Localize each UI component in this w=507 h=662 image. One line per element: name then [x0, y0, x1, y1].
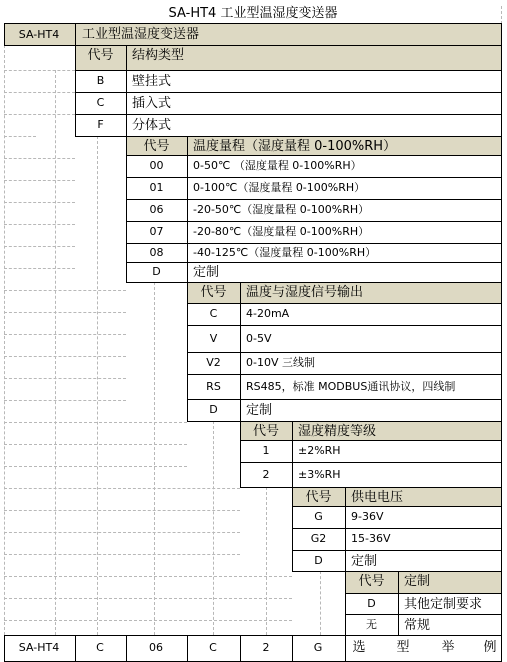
grid-line [126, 45, 127, 136]
option-description: 其他定制要求 [404, 597, 483, 612]
guide-line [4, 334, 126, 335]
guide-line [320, 571, 321, 635]
option-description: 定制 [351, 554, 378, 569]
grid-line [240, 421, 501, 422]
grid-line [240, 440, 501, 441]
description-header: 湿度精度等级 [298, 424, 377, 439]
guide-line [4, 70, 75, 71]
option-code: 07 [149, 225, 164, 238]
guide-line [97, 136, 98, 635]
grid-line [240, 421, 241, 487]
grid-line [75, 70, 501, 71]
example-label-char: 例 [483, 640, 497, 655]
option-code: G2 [310, 532, 327, 545]
guide-line [4, 466, 187, 467]
guide-line [4, 532, 240, 533]
grid-line [292, 421, 293, 487]
grid-line [345, 571, 346, 635]
option-code: 00 [149, 159, 164, 172]
grid-line [126, 262, 501, 263]
guide-line [4, 444, 187, 445]
option-code: V [209, 332, 218, 345]
guide-line [4, 422, 187, 423]
grid-line [75, 45, 76, 136]
code-header: 代号 [358, 574, 385, 589]
grid-line [187, 282, 501, 283]
grid-line [75, 45, 501, 46]
grid-line [126, 136, 501, 137]
guide-line [4, 136, 36, 137]
guide-line [4, 114, 75, 115]
page-title: SA-HT4 工业型温湿度变送器 [168, 6, 338, 21]
grid-line [345, 614, 501, 615]
option-description: 15-36V [351, 532, 391, 545]
grid-line [126, 243, 501, 244]
guide-line [4, 510, 240, 511]
grid-line [187, 282, 188, 421]
model-code: SA-HT4 [18, 28, 60, 41]
guide-line [4, 488, 240, 489]
option-code: B [96, 74, 105, 87]
code-header: 代号 [143, 139, 170, 154]
grid-line [126, 136, 127, 282]
option-code: C [96, 96, 105, 109]
option-code: 1 [262, 444, 270, 457]
code-header: 代号 [200, 285, 227, 300]
grid-line [187, 325, 501, 326]
grid-line [240, 282, 241, 421]
option-description: 壁挂式 [132, 74, 172, 89]
guide-line [4, 246, 75, 247]
description-header: 定制 [404, 574, 431, 589]
guide-line [266, 487, 267, 635]
option-description: 常规 [404, 618, 431, 633]
guide-line [4, 92, 75, 93]
grid-line [398, 571, 399, 635]
option-description: 定制 [246, 403, 273, 418]
option-description: RS485，标准 MODBUS通讯协议，四线制 [246, 380, 456, 393]
option-description: 0-5V [246, 332, 272, 345]
grid-line [126, 155, 501, 156]
option-code: V2 [206, 356, 221, 369]
grid-line [75, 114, 501, 115]
option-code: 08 [149, 246, 164, 259]
option-description: 分体式 [132, 118, 172, 133]
option-code: 无 [366, 618, 377, 631]
option-description: ±2%RH [298, 444, 341, 457]
guide-line [4, 598, 292, 599]
example-code: G [313, 641, 323, 654]
grid-line [75, 92, 501, 93]
option-code: 06 [149, 203, 164, 216]
grid-line [4, 635, 5, 661]
option-description: -20-80℃（湿度量程 0-100%RH） [193, 225, 370, 238]
guide-line [4, 180, 75, 181]
example-code: 06 [149, 641, 163, 654]
guide-line [4, 576, 292, 577]
option-description: 插入式 [132, 96, 172, 111]
grid-line [345, 635, 346, 661]
grid-line [126, 177, 501, 178]
guide-line [55, 70, 56, 635]
option-description: -20-50℃（湿度量程 0-100%RH） [193, 203, 370, 216]
option-description: ±3%RH [298, 468, 341, 481]
guide-line [4, 554, 240, 555]
example-label-char: 型 [396, 640, 410, 655]
guide-line [4, 356, 126, 357]
grid-line [187, 399, 501, 400]
grid-line [292, 550, 501, 551]
option-code: F [97, 118, 104, 131]
grid-line [126, 199, 501, 200]
grid-line [240, 462, 501, 463]
description-header: 温度量程（湿度量程 0-100%RH） [193, 139, 397, 154]
grid-line [126, 635, 127, 661]
grid-line [501, 23, 502, 662]
guide-line [4, 312, 126, 313]
grid-line [187, 352, 501, 353]
description-header: 供电电压 [351, 490, 404, 505]
example-label-char: 举 [441, 640, 455, 655]
option-description: -40-125℃（湿度量程 0-100%RH） [193, 246, 377, 259]
grid-line [240, 635, 241, 661]
example-code: SA-HT4 [18, 641, 60, 654]
grid-line [292, 487, 501, 488]
grid-line [75, 635, 76, 661]
grid-line [292, 506, 501, 507]
guide-line [4, 268, 75, 269]
guide-line [4, 224, 75, 225]
option-code: D [152, 265, 161, 278]
grid-line [292, 487, 293, 571]
grid-line [187, 136, 188, 282]
guide-line [4, 620, 292, 621]
grid-line [4, 23, 5, 45]
option-code: C [209, 307, 218, 320]
grid-line [292, 635, 293, 661]
grid-line [4, 23, 501, 24]
example-code: 2 [262, 641, 270, 654]
guide-line [4, 290, 126, 291]
option-description: 9-36V [351, 510, 384, 523]
option-code: D [367, 597, 376, 610]
option-code: RS [206, 380, 221, 393]
option-description: 定制 [193, 265, 220, 280]
guide-line [4, 400, 126, 401]
example-code: C [209, 641, 217, 654]
guide-line [4, 158, 75, 159]
grid-line [292, 528, 501, 529]
model-description: 工业型温湿度变送器 [82, 27, 200, 42]
example-label-char: 选 [352, 640, 366, 655]
option-description: 0-10V 三线制 [246, 356, 315, 369]
code-header: 代号 [305, 490, 332, 505]
option-description: 4-20mA [246, 307, 290, 320]
option-code: D [209, 403, 218, 416]
guide-line [154, 282, 155, 635]
grid-line [75, 23, 76, 45]
grid-line [126, 221, 501, 222]
option-code: G [314, 510, 323, 523]
grid-line [345, 487, 346, 571]
option-code: 2 [262, 468, 270, 481]
guide-line [4, 45, 5, 635]
description-header: 温度与湿度信号输出 [246, 285, 364, 300]
header-band [4, 23, 501, 45]
guide-line [4, 378, 126, 379]
option-description: 0-100℃（湿度量程 0-100%RH） [193, 181, 366, 194]
grid-line [187, 303, 501, 304]
grid-line [187, 374, 501, 375]
option-code: D [314, 554, 323, 567]
option-code: 01 [149, 181, 164, 194]
code-header: 代号 [87, 48, 114, 63]
code-header: 代号 [252, 424, 280, 439]
guide-line [4, 202, 75, 203]
option-description: 0-50℃ （湿度量程 0-100%RH） [193, 159, 362, 172]
guide-line [213, 421, 214, 635]
description-header: 结构类型 [132, 48, 185, 63]
grid-line [4, 635, 501, 636]
grid-line [187, 635, 188, 661]
grid-line [345, 571, 501, 572]
example-code: C [96, 641, 104, 654]
grid-line [345, 593, 501, 594]
